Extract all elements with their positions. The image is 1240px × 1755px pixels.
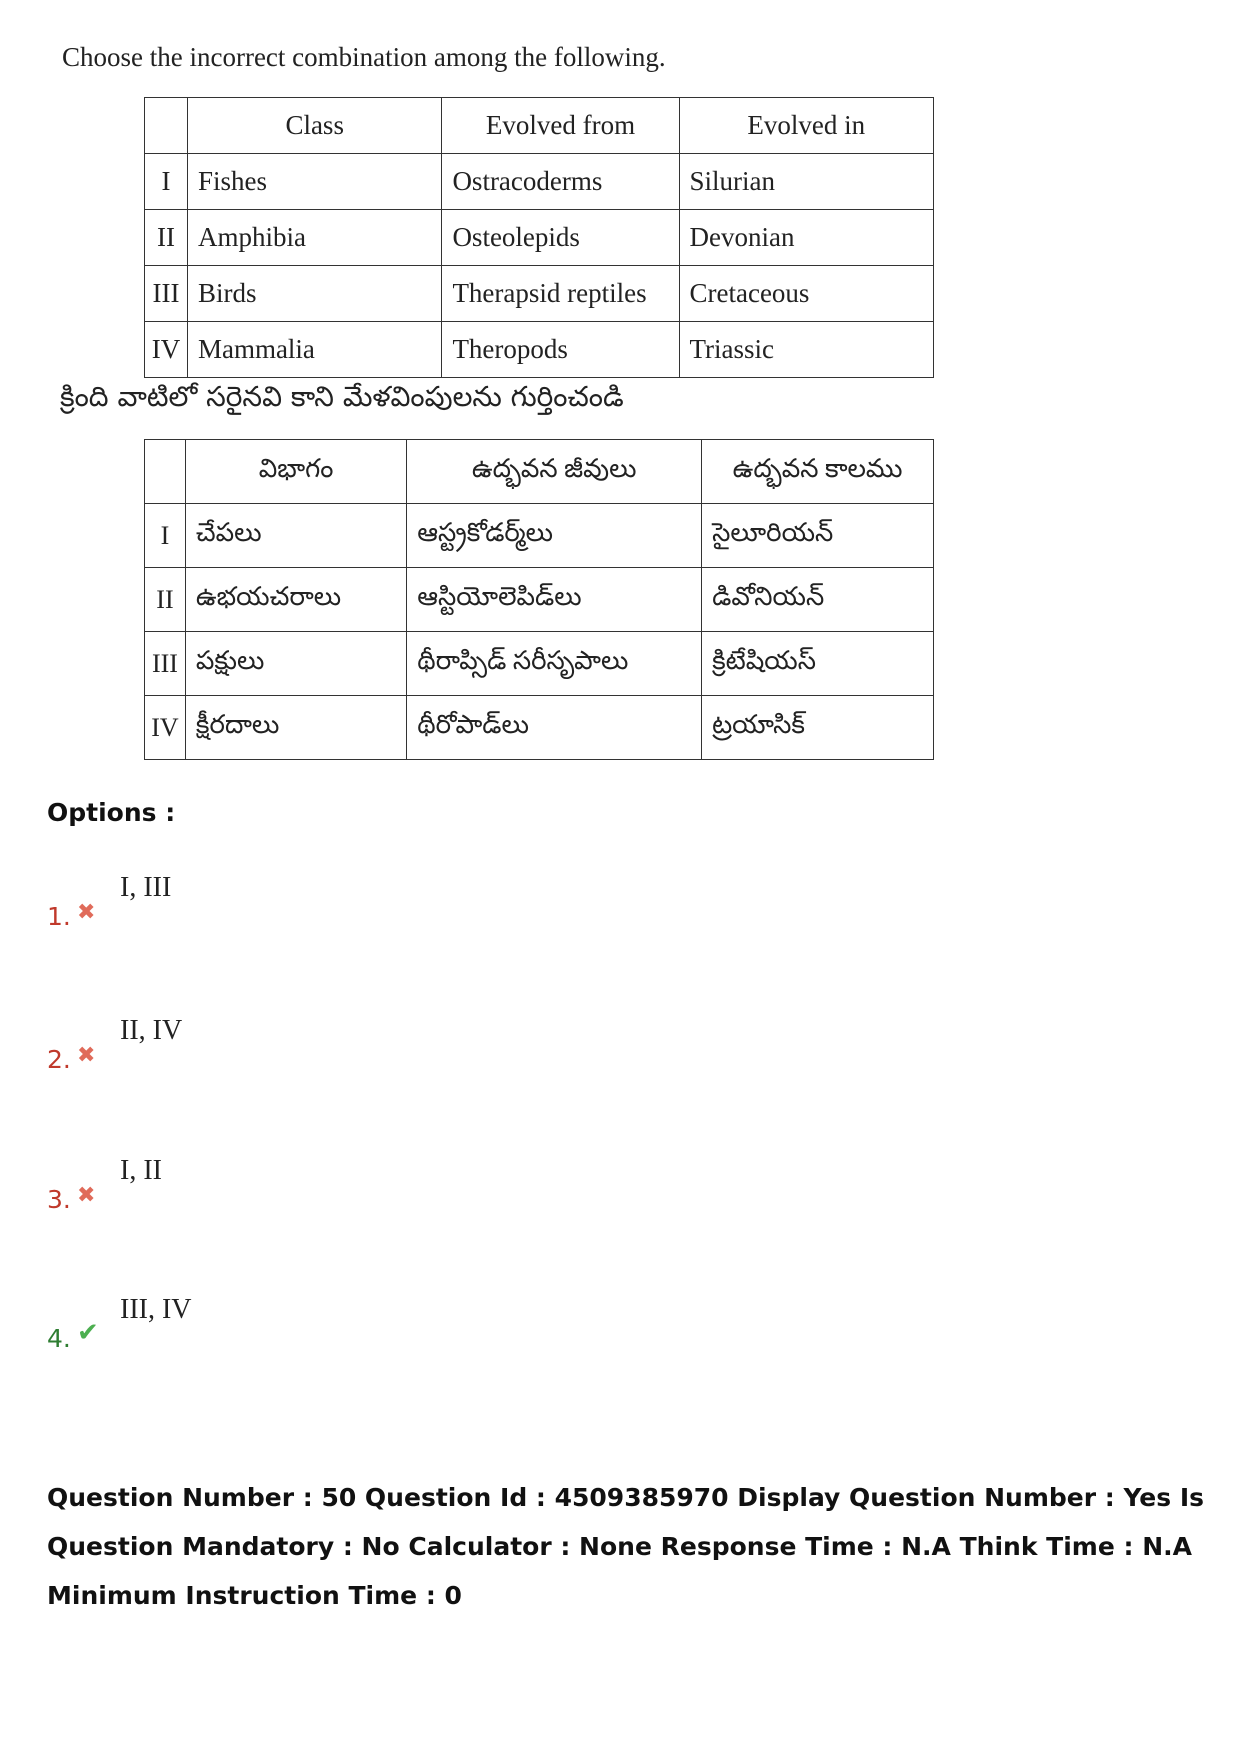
header-cell-index [145, 98, 188, 154]
row-index: III [145, 266, 188, 322]
question-text-english: Choose the incorrect combination among the following. [62, 42, 666, 72]
question-text-telugu: క్రింది వాటిలో సరైనవి కాని మేళవింపులను గుర్తించండి [60, 380, 624, 413]
row-class: Fishes [187, 154, 441, 210]
option-1[interactable] [47, 872, 447, 940]
row-index: IV [145, 322, 188, 378]
option-number: 4. [47, 1324, 71, 1353]
table-header-row [145, 98, 934, 154]
option-number: 2. [47, 1045, 71, 1074]
row-evolved-from: Theropods [442, 322, 679, 378]
header-cell-evolved-from: Evolved from [442, 98, 679, 154]
option-text: II, IV [120, 1015, 183, 1046]
row-evolved-in: Cretaceous [679, 266, 934, 322]
cross-icon: ✖ [77, 1183, 96, 1208]
row-evolved-from: థీరోపాడ్‌లు [407, 696, 702, 760]
row-class: క్షీరదాలు [185, 696, 406, 760]
option-2[interactable] [47, 1015, 447, 1083]
table-row [145, 210, 934, 266]
header-cell-index [145, 440, 186, 504]
table-row [145, 696, 934, 760]
option-number: 1. [47, 902, 71, 931]
row-class: Birds [187, 266, 441, 322]
cross-icon: ✖ [77, 1043, 96, 1068]
check-icon: ✔ [77, 1318, 99, 1348]
cross-icon: ✖ [77, 900, 96, 925]
option-4[interactable] [47, 1294, 447, 1362]
options-heading: Options : [47, 798, 176, 827]
header-cell-evolved-in: ఉద్భవన కాలము [702, 440, 934, 504]
row-evolved-from: థీరాప్సిడ్ సరీసృపాలు [407, 632, 702, 696]
row-class: పక్షులు [185, 632, 406, 696]
row-class: Amphibia [187, 210, 441, 266]
table-row [145, 322, 934, 378]
row-evolved-from: ఆస్టియోలెపిడ్‌లు [407, 568, 702, 632]
row-index: III [145, 632, 186, 696]
row-evolved-in: Silurian [679, 154, 934, 210]
option-text: I, II [120, 1155, 162, 1186]
table-row [145, 154, 934, 210]
row-index: II [145, 210, 188, 266]
row-index: II [145, 568, 186, 632]
row-evolved-from: Osteolepids [442, 210, 679, 266]
row-index: IV [145, 696, 186, 760]
table-row [145, 266, 934, 322]
row-class: చేపలు [185, 504, 406, 568]
row-class: Mammalia [187, 322, 441, 378]
combination-table-english [144, 97, 934, 378]
row-evolved-in: Devonian [679, 210, 934, 266]
row-class: ఉభయచరాలు [185, 568, 406, 632]
option-text: III, IV [120, 1294, 192, 1325]
option-number: 3. [47, 1185, 71, 1214]
header-cell-evolved-from: ఉద్భవన జీవులు [407, 440, 702, 504]
option-3[interactable] [47, 1155, 447, 1223]
question-metadata: Question Number : 50 Question Id : 4509385970 Display Question Number : Yes Is Question Mandatory : No Calculator : None Response Time : N.A Think Time : N.A Minimum Instruction Time : 0 [47, 1483, 1205, 1610]
row-index: I [145, 154, 188, 210]
row-evolved-in: Triassic [679, 322, 934, 378]
header-cell-class: విభాగం [185, 440, 406, 504]
row-evolved-in: డివోనియన్ [702, 568, 934, 632]
row-evolved-from: Therapsid reptiles [442, 266, 679, 322]
table-header-row [145, 440, 934, 504]
header-cell-class: Class [187, 98, 441, 154]
row-index: I [145, 504, 186, 568]
table-row [145, 504, 934, 568]
row-evolved-in: సైలూరియన్ [702, 504, 934, 568]
row-evolved-in: క్రిటేషియస్ [702, 632, 934, 696]
row-evolved-from: Ostracoderms [442, 154, 679, 210]
table-row [145, 632, 934, 696]
row-evolved-from: ఆస్ట్రకోడర్మ్‌లు [407, 504, 702, 568]
row-evolved-in: ట్రయాసిక్ [702, 696, 934, 760]
header-cell-evolved-in: Evolved in [679, 98, 934, 154]
option-text: I, III [120, 872, 172, 903]
table-row [145, 568, 934, 632]
combination-table-telugu [144, 439, 934, 760]
